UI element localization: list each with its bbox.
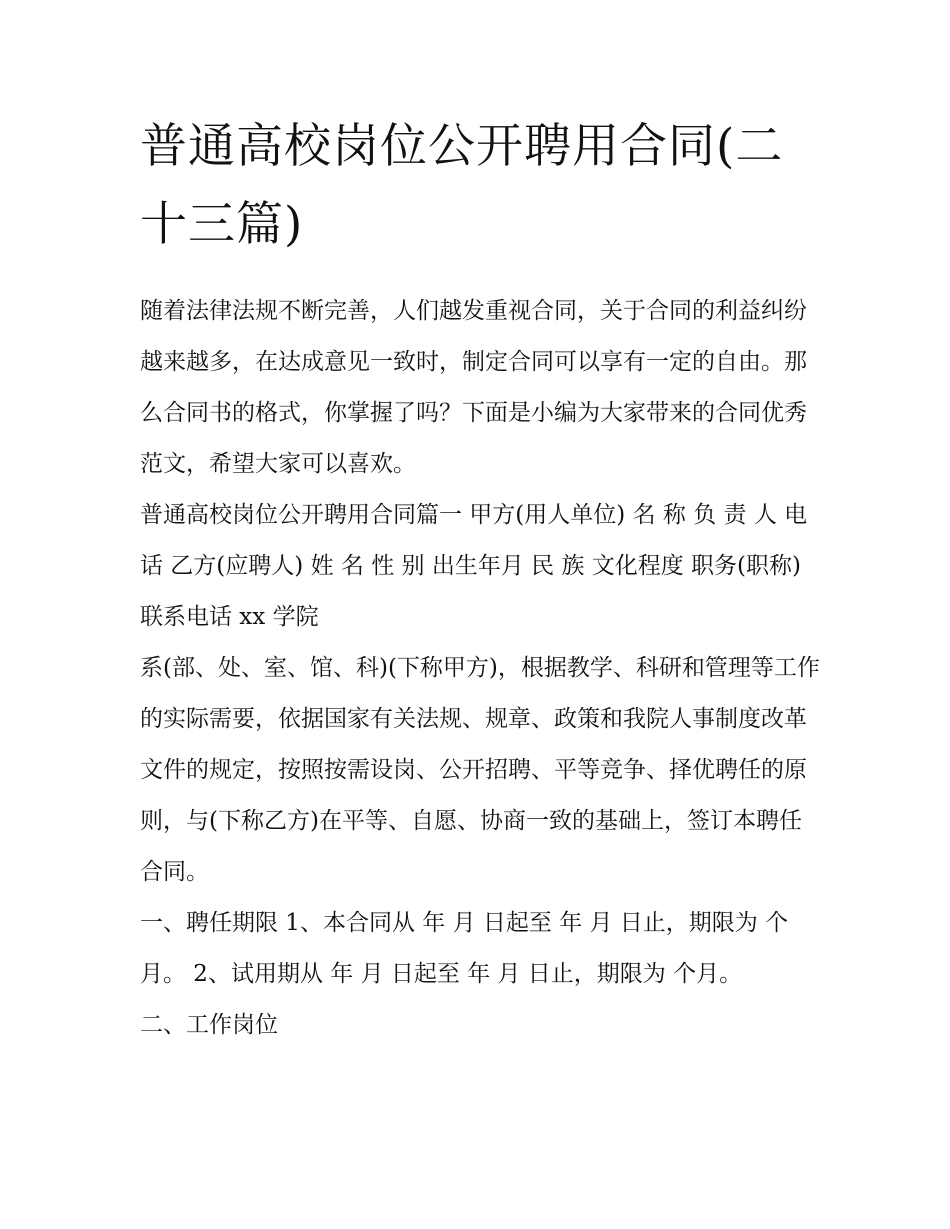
intro-paragraph: 随着法律法规不断完善，人们越发重视合同，关于合同的利益纠纷越来越多，在达成意见一致时，制定合同可以享有一定的自由。那么合同书的格式，你掌握了吗？下面是小编为大家带来的合同优秀范文，希望大家可以喜欢。: [140, 298, 807, 477]
contact-paragraph: 联系电话 xx 学院: [140, 604, 319, 630]
document-title: 普通高校岗位公开聘用合同(二十三篇): [140, 119, 784, 252]
contract-header-paragraph: 普通高校岗位公开聘用合同篇一 甲方(用人单位) 名 称 负 责 人 电 话 乙方(应聘人) 姓 名 性 别 出生年月 民 族 文化程度 职务(职称): [140, 502, 808, 579]
term-section-paragraph: 一、聘任期限 1、本合同从 年 月 日起至 年 月 日止，期限为 个月。 2、试用期从 年 月 日起至 年 月 日止，期限为 个月。: [140, 910, 789, 987]
document-page: [140, 108, 820, 1051]
preamble-paragraph: 系(部、处、室、馆、科)(下称甲方)，根据教学、科研和管理等工作的实际需要，依据国家有关法规、规章、政策和我院人事制度改革文件的规定，按照按需设岗、公开招聘、平等竞争、择优聘任的原则，与(下称乙方)在平等、自愿、协商一致的基础上，签订本聘任合同。: [140, 655, 820, 885]
position-section-heading: 二、工作岗位: [140, 1012, 278, 1038]
